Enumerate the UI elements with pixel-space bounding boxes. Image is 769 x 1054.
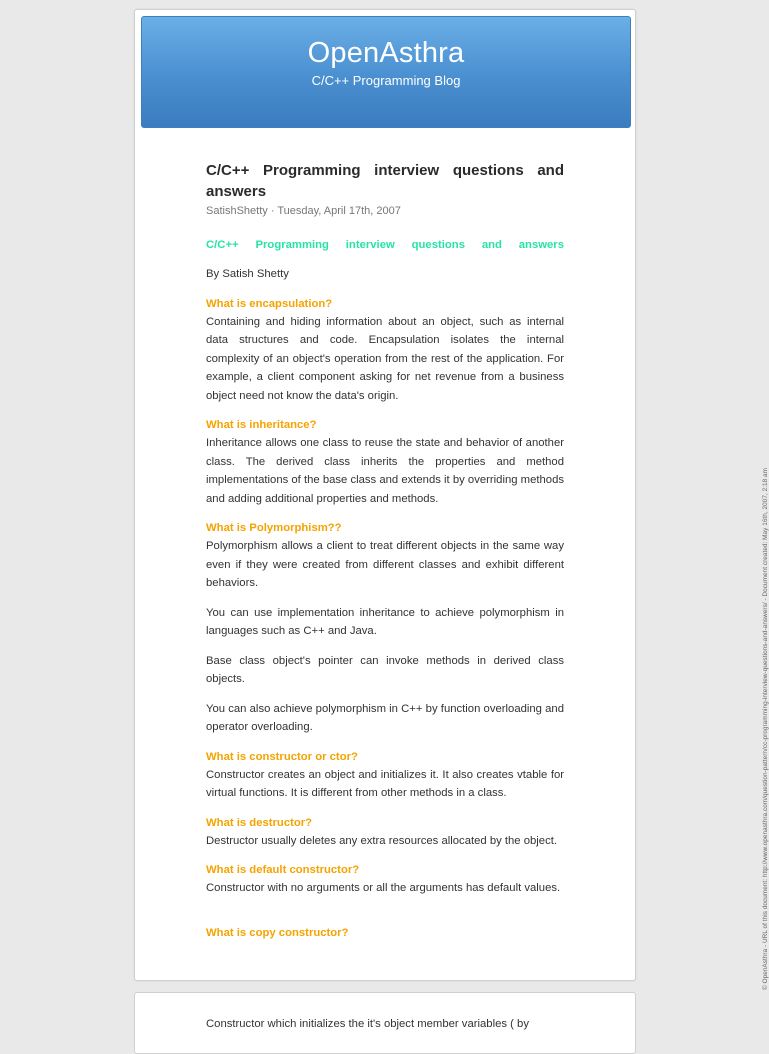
blog-subtitle: C/C++ Programming Blog [311,73,461,88]
answer-polymorphism-3: Base class object's pointer can invoke methods in derived class objects. [206,654,564,685]
heading-word: answers [518,239,564,251]
question-default-constructor: What is default constructor? [206,864,360,876]
blog-title[interactable]: OpenAsthra [307,37,465,69]
answer-destructor: Destructor usually deletes any extra resources allocated by the object. [206,834,558,847]
answer-polymorphism: Polymorphism allows a client to treat different objects in the same way even if they were created from different classes and exhibit different behaviors. [206,540,564,589]
article [206,160,564,942]
question-destructor: What is destructor? [206,816,313,829]
next-page-text: Constructor which initializes the it's object member variables ( by [206,1018,529,1030]
answer-polymorphism-4: You can also achieve polymorphism in C++ by function overloading and operator overloading. [206,702,564,733]
answer-constructor: Constructor creates an object and initializes it. It also creates vtable for virtual functions. It is different from other methods in a class. [206,768,564,799]
question-constructor: What is constructor or ctor? [206,750,358,763]
heading-word: and [481,239,502,251]
byline: By Satish Shetty [206,268,289,280]
heading-word: C/C++ [206,239,239,251]
answer-polymorphism-2: You can use implementation inheritance to achieve polymorphism in languages such as C++ and Java. [206,606,564,637]
answer-default-constructor: Constructor with no arguments or all the arguments has default values. [206,882,561,894]
heading-word: Programming [255,239,329,251]
question-copy-constructor: What is copy constructor? [206,926,349,939]
question-inheritance: What is inheritance? [206,419,317,431]
answer-encapsulation: Containing and hiding information about an object, such as internal data structures and code. Encapsulation isolates the internal complexity of an object's operation from the rest of the application. For example, a client component asking for net revenue from a business object need not know the data's origin. [206,315,564,402]
heading-word: interview [345,239,395,251]
post-meta: SatishShetty · Tuesday, April 17th, 2007 [206,205,401,217]
heading-word: questions [411,239,465,251]
document-source-note: © OpenAsthra - URL of this document: http://www.openasthra.com/question-pattern/cc-programming-interview-questions-and-answers/ - Document created: May 16th, 2007, 2:18 am [762,467,769,990]
blog-banner [141,16,631,128]
article-heading [206,236,564,254]
question-encapsulation: What is encapsulation? [206,297,333,310]
question-polymorphism: What is Polymorphism?? [206,522,342,534]
answer-inheritance: Inheritance allows one class to reuse the state and behavior of another class. The derived class inherits the properties and method implementations of the base class and extends it by overriding methods and adding additional properties and methods. [206,437,564,505]
post-title[interactable]: C/C++ Programming interview questions and answers [206,162,564,200]
